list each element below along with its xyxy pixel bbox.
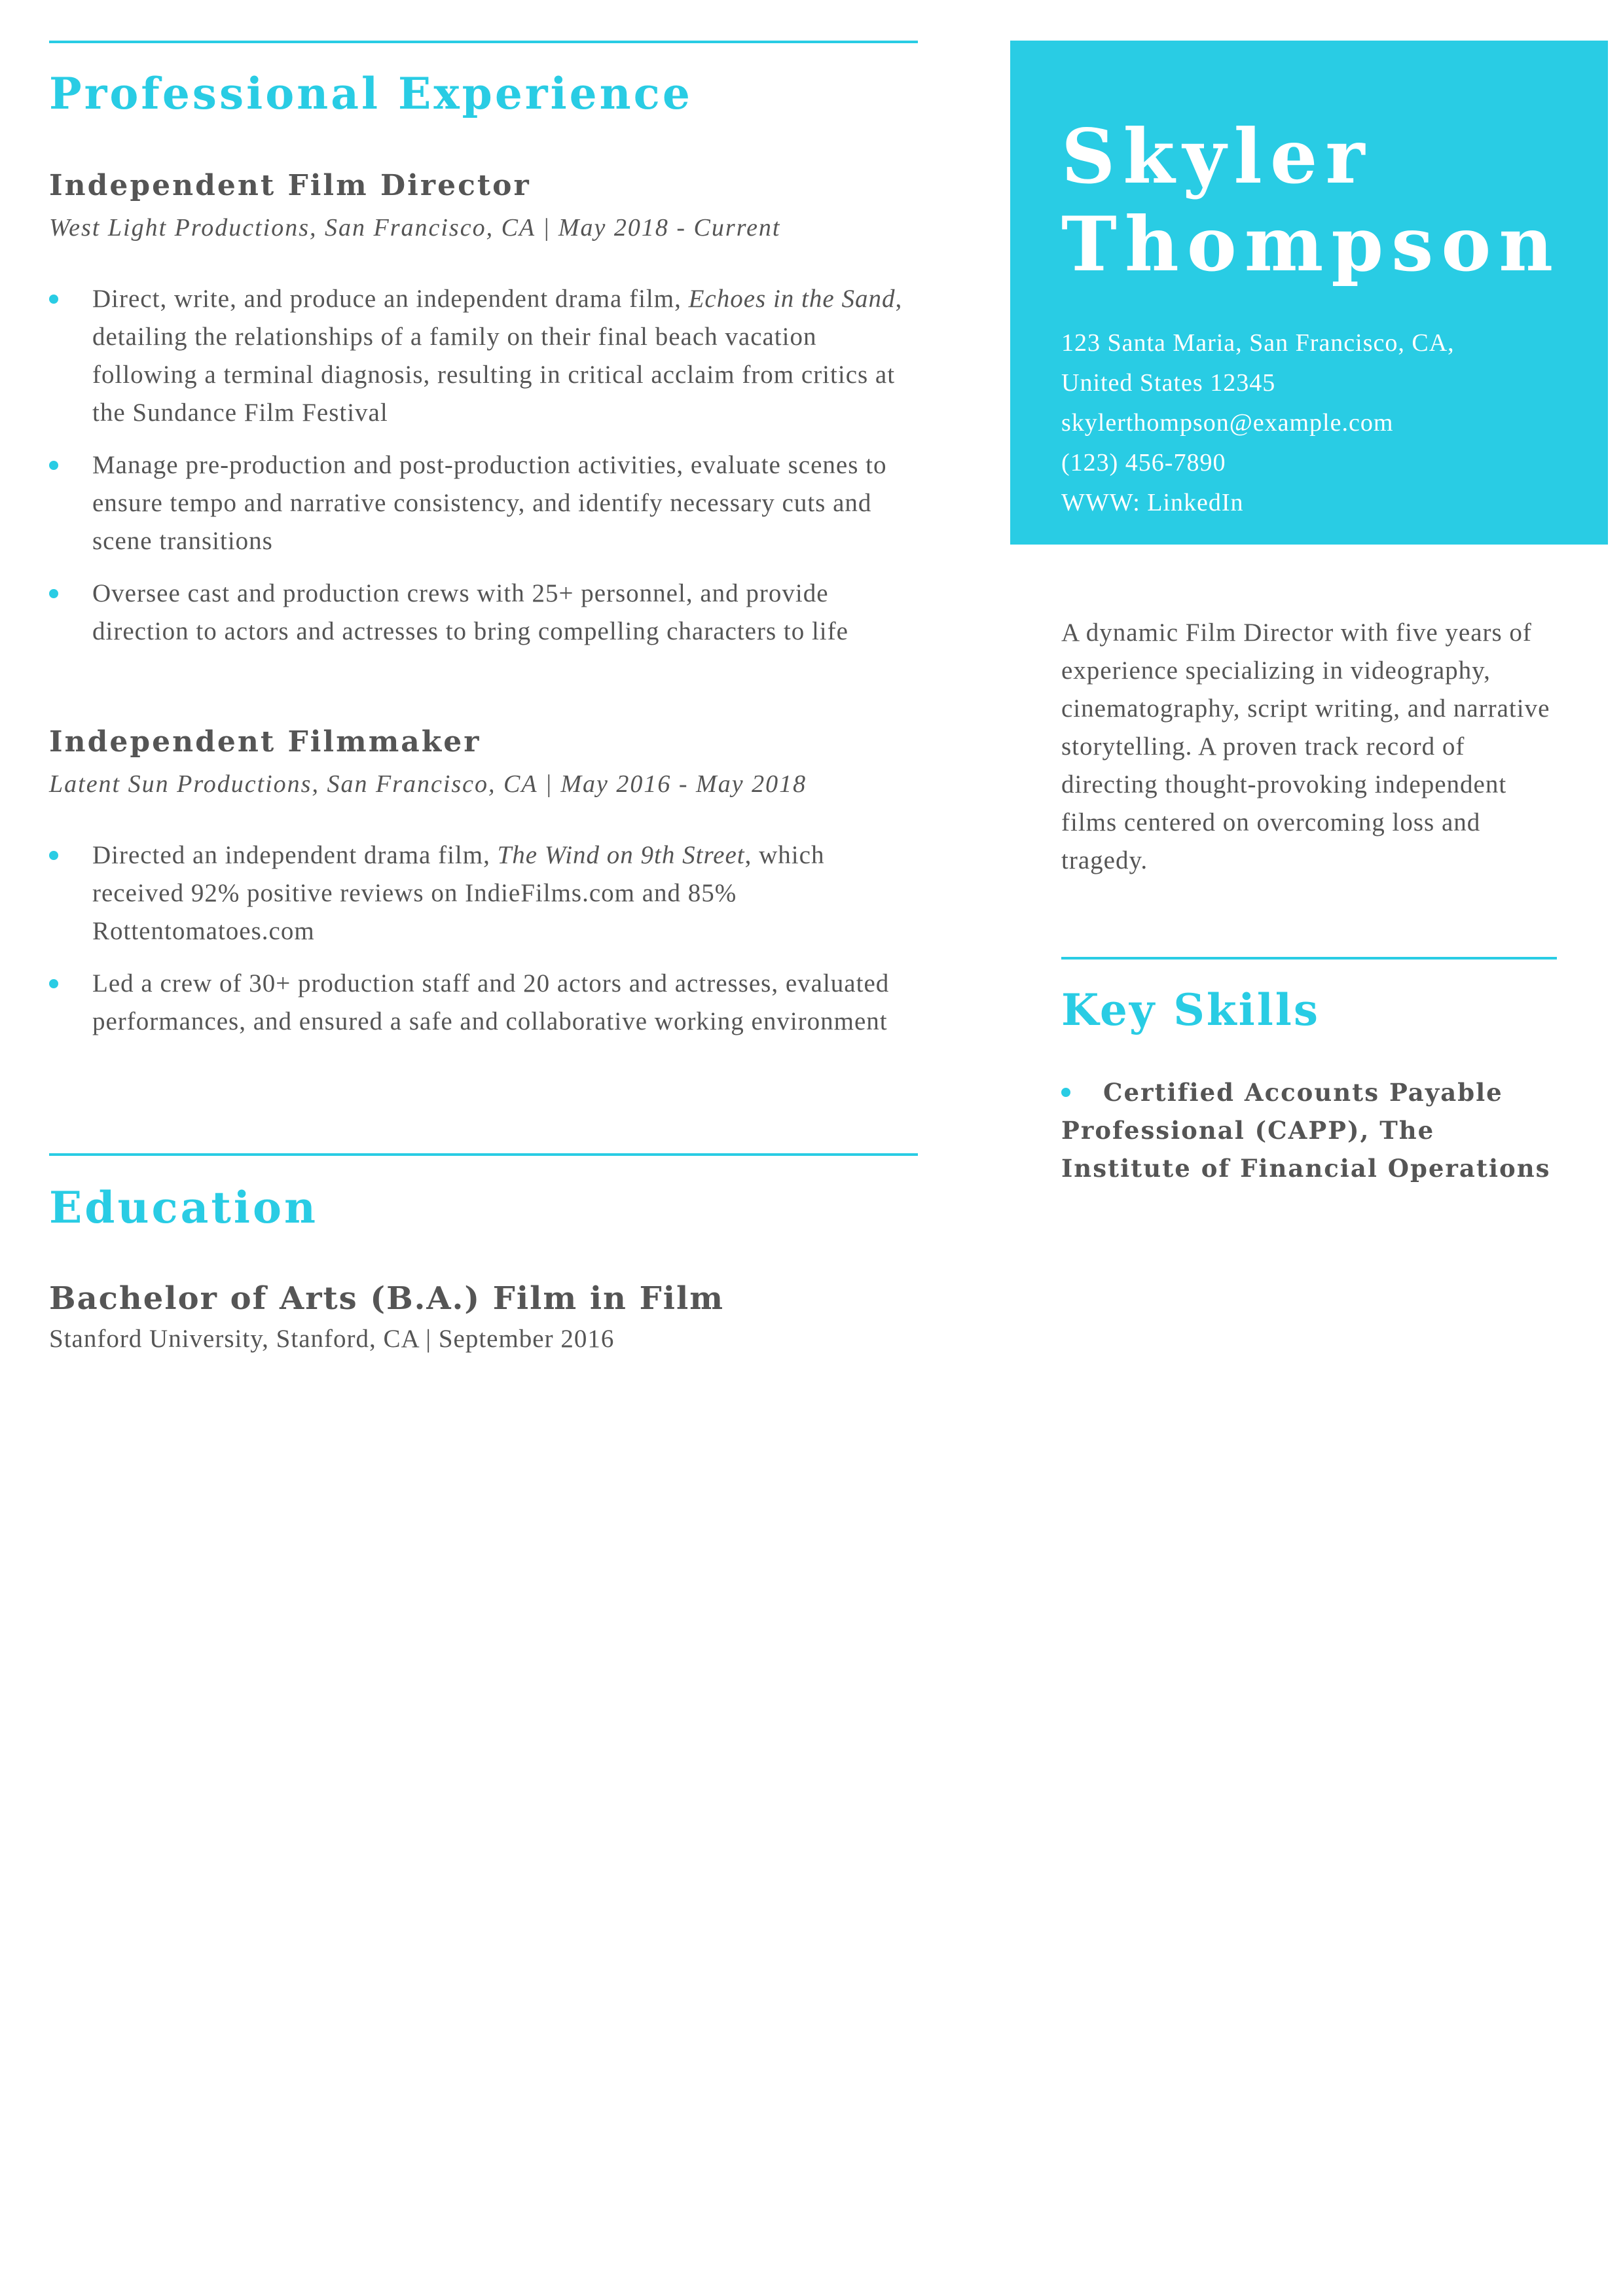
last-name: Thompson — [1061, 200, 1561, 288]
experience-heading: Professional Experience — [49, 68, 693, 119]
degree-title: Bachelor of Arts (B.A.) Film in Film — [49, 1280, 724, 1317]
job-meta: West Light Productions, San Francisco, CA | May 2018 - Current — [49, 214, 781, 242]
job-bullet-list — [49, 280, 920, 665]
bullet-text: Manage pre-production and post-production activities, evaluate scenes to ensure tempo and narrative consistency, and identify necessary cuts and scene transitions — [92, 451, 887, 555]
school-info: Stanford University, Stanford, CA | September 2016 — [49, 1325, 615, 1353]
header-block — [1010, 41, 1608, 545]
email-link[interactable]: skylerthompson@example.com — [1061, 409, 1394, 437]
job-title: Independent Filmmaker — [49, 725, 481, 759]
bullet-icon — [49, 461, 58, 470]
bullet-text: , which received 92% positive reviews on IndieFilms.com and 85% Rottentomatoes.com — [92, 841, 825, 945]
list-item — [49, 446, 920, 560]
bullet-text: Oversee cast and production crews with 25+ personnel, and provide direction to actors and actresses to bring compelling characters to life — [92, 579, 848, 645]
bullet-icon — [49, 979, 58, 988]
list-item — [49, 575, 920, 651]
job-meta: Latent Sun Productions, San Francisco, CA | May 2016 - May 2018 — [49, 770, 807, 798]
bullet-text: Direct, write, and produce an independent drama film, — [92, 285, 689, 313]
skills-divider — [1061, 957, 1557, 960]
list-item — [49, 965, 920, 1041]
first-name: Skyler — [1061, 113, 1373, 200]
bullet-text: , detailing the relationships of a family on their final beach vacation following a terminal diagnosis, resulting in critical acclaim from critics at the Sundance Film Festival — [92, 285, 903, 427]
list-item — [49, 836, 920, 950]
list-item — [49, 280, 920, 432]
bullet-icon — [49, 851, 58, 860]
candidate-name — [1061, 113, 1561, 288]
skill-text: Certified Accounts Payable Professional (CAPP), The Institute of Financial Operations — [1061, 1078, 1551, 1183]
experience-divider — [49, 41, 918, 43]
phone-number: (123) 456-7890 — [1061, 449, 1226, 476]
bullet-text: Led a crew of 30+ production staff and 20 actors and actresses, evaluated performances, and ensured a safe and collaborative working environment — [92, 969, 890, 1035]
film-title: The Wind on 9th Street — [497, 841, 745, 869]
film-title: Echoes in the Sand — [688, 285, 896, 313]
education-divider — [49, 1153, 918, 1156]
skill-item — [1061, 1073, 1559, 1187]
education-heading: Education — [49, 1182, 318, 1233]
address-line: 123 Santa Maria, San Francisco, CA, — [1061, 329, 1455, 357]
bullet-icon — [49, 295, 58, 304]
bullet-text: Directed an independent drama film, — [92, 841, 498, 869]
address-line: United States 12345 — [1061, 369, 1276, 397]
bullet-icon — [49, 589, 58, 598]
bullet-icon — [1061, 1088, 1070, 1097]
job-bullet-list — [49, 836, 920, 1055]
job-title: Independent Film Director — [49, 169, 531, 202]
website-link[interactable]: WWW: LinkedIn — [1061, 489, 1244, 516]
professional-summary: A dynamic Film Director with five years of experience specializing in videography, cinematography, script writing, and narrative storytelling. A proven track record of directing thought-provoking independent films centered on overcoming loss and tragedy. — [1061, 619, 1550, 874]
skills-heading: Key Skills — [1061, 984, 1320, 1035]
contact-info — [1061, 323, 1455, 523]
